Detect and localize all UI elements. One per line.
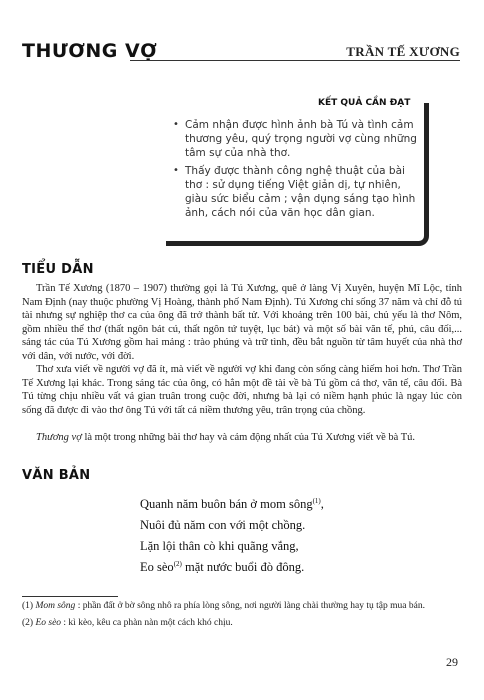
goal-item — [173, 164, 419, 220]
bullet-icon: • — [173, 165, 179, 176]
intro-heading: TIỂU DẪN — [22, 262, 94, 277]
goals-list — [173, 118, 419, 224]
poem-line: Nuôi đủ năm con với một chồng. — [140, 518, 306, 532]
footnotes — [22, 600, 462, 634]
intro-paragraph: Trần Tế Xương (1870 – 1907) thường gọi là Tú Xương, quê ở làng Vị Xuyên, huyện Mĩ Lộc, tỉnh Nam Định (nay thuộc phường Vị Hoàng, thành phố Nam Định). Tú Xương chỉ sống 37 năm và chỉ đỗ tú tài nhưng sự nghiệp thơ ca của ông đã trở thành bất tử. Với khoảng trên 100 bài, chủ yếu là thơ Nôm, gồm nhiều thể thơ (thất ngôn bát cú, thất ngôn tứ tuyệt, lục bát) và một số bài văn tế, phú, câu đối,... sáng tác của Tú Xương gồm hai mảng : trào phúng và trữ tình, đều bắt nguồn từ tâm huyết của nhà thơ với dân, với nước, với đời. — [22, 283, 462, 362]
goals-title: KẾT QUẢ CẦN ĐẠT — [318, 98, 414, 108]
bullet-icon: • — [173, 119, 179, 130]
poem-line: Eo sèo$^{(2)}$ mặt nước buổi đò đông. — [140, 559, 305, 574]
footnote-rule — [22, 596, 118, 597]
lesson-title: THƯƠNG VỢ — [22, 40, 158, 62]
intro-paragraph: Thơ xưa viết về người vợ đã ít, mà viết về người vợ khi đang còn sống càng hiếm hoi hơn. Thơ Trần Tế Xương lại khác. Trong sáng tác của ông, có hẳn một đề tài về bà Tú gồm cả thơ, văn tế, câu đối. Bà Tú từng chịu nhiều vất vả gian truân trong cuộc đời, nhưng bà lại có niềm hạnh phúc là ngay lúc còn sống đã được đi vào thơ ông Tú với tất cả niềm thương yêu, trân trọng của chồng. — [22, 364, 462, 416]
poem-line: Lặn lội thân cò khi quãng vắng, — [140, 539, 299, 553]
goal-text: Thấy được thành công nghệ thuật của bài thơ : sử dụng tiếng Việt giản dị, tự nhiên, giàu sức biểu cảm ; vận dụng sáng tạo hình ảnh, cách nói của văn học dân gian. — [185, 165, 416, 219]
page-number: 29 — [446, 655, 458, 669]
header-rule — [130, 60, 460, 61]
poem-title-ref: Thương vợ — [36, 432, 82, 443]
footnote-ref: (2) — [173, 559, 182, 568]
footnote: (1) Mom sông : phần đất ở bờ sông nhô ra phía lòng sông, nơi người làng chài thường hay tụ tập mua bán. — [22, 601, 425, 611]
footnote: (2) Eo sèo : kì kèo, kêu ca phàn nàn một cách khó chịu. — [22, 618, 233, 628]
poem-line: Quanh năm buôn bán ở mom sông$^{(1)}$, — [140, 496, 324, 511]
intro-paragraph-text: là một trong những bài thơ hay và cảm động nhất của Tú Xương viết về bà Tú. — [81, 432, 416, 443]
author-name: TRẦN TẾ XƯƠNG — [346, 44, 460, 59]
goal-text: Cảm nhận được hình ảnh bà Tú và tình cảm thương yêu, quý trọng người vợ cùng những tâm sự của nhà thơ. — [185, 119, 417, 159]
text-heading: VĂN BẢN — [22, 468, 91, 483]
footnote-ref: (1) — [312, 496, 321, 505]
goal-item — [173, 118, 419, 160]
poem — [140, 494, 324, 578]
intro-paragraph-last — [22, 431, 462, 445]
